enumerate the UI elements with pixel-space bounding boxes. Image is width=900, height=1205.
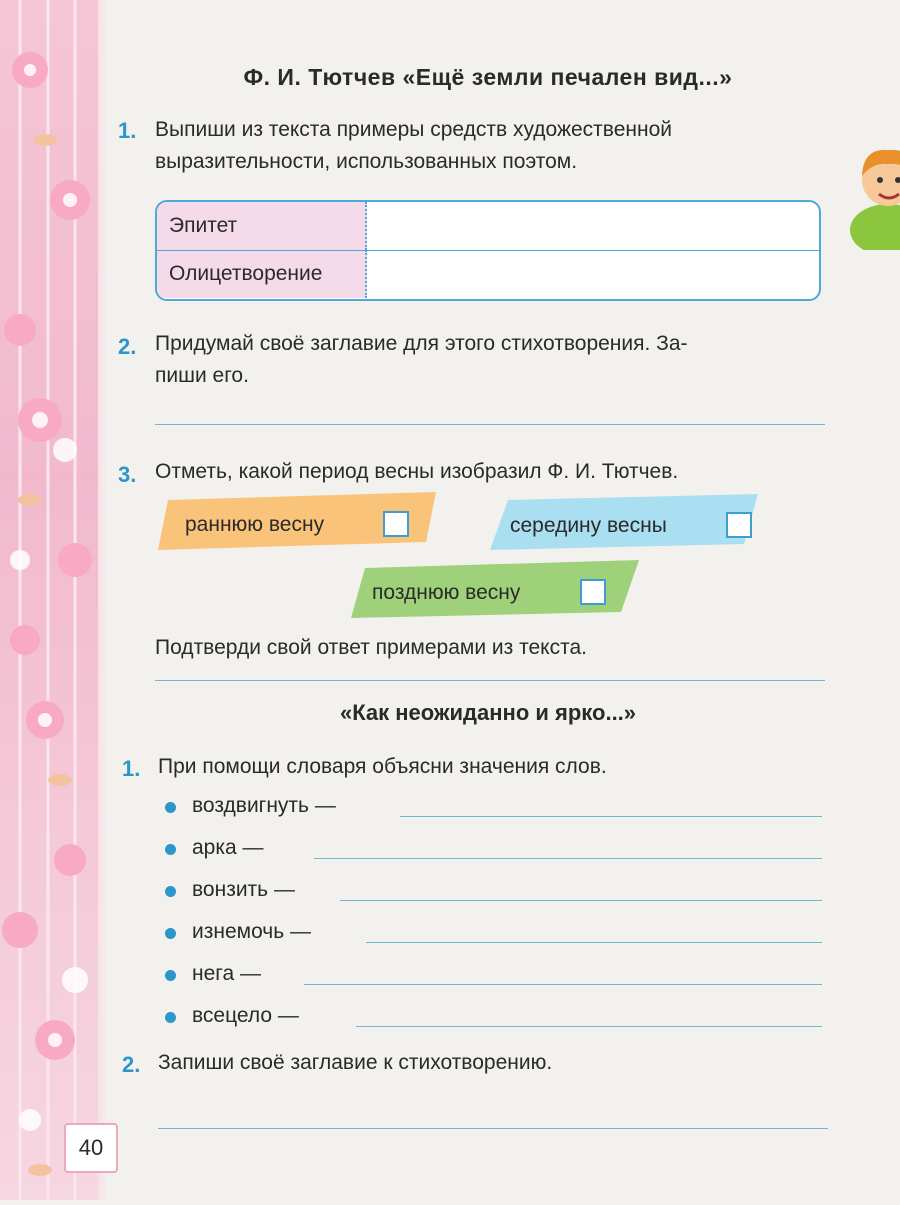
task-text: [155, 114, 825, 178]
answer-table: [155, 200, 821, 301]
page-number: 40: [64, 1123, 118, 1173]
bullet: [165, 1012, 176, 1023]
confirm-text: Подтверди свой ответ примерами из текста.: [155, 636, 587, 659]
strip-edge: [98, 0, 108, 1200]
bullet: [165, 844, 176, 855]
word-label: воздвигнуть —: [192, 794, 336, 817]
table-label-personification: Олицетворение: [157, 250, 367, 298]
answer-line[interactable]: [158, 1128, 828, 1129]
flower-decoration-icon: [0, 0, 98, 1200]
option-label: раннюю весну: [185, 513, 325, 536]
task-number: 1.: [122, 756, 141, 781]
task-number: 3.: [118, 462, 137, 487]
option-label: середину весны: [510, 514, 667, 537]
answer-line[interactable]: [356, 1026, 822, 1027]
task-number: 2.: [118, 334, 137, 359]
word-label: вонзить —: [192, 878, 295, 901]
table-label-epithet: Эпитет: [157, 202, 367, 250]
bullet: [165, 970, 176, 981]
section-title: Ф. И. Тютчев «Ещё земли печален вид...»: [243, 64, 733, 90]
option-checkbox[interactable]: [383, 511, 409, 537]
table-answer-cell[interactable]: [369, 250, 819, 298]
workbook-page: [108, 0, 900, 1200]
option-label: позднюю весну: [372, 581, 521, 604]
task-text-line: Выпиши из текста примеры средств художественной: [155, 118, 673, 141]
task-text: При помощи словаря объясни значения слов.: [158, 755, 607, 778]
answer-line[interactable]: [366, 942, 822, 943]
option-late-spring[interactable]: [350, 566, 620, 620]
section-title: «Как неожиданно и ярко...»: [339, 700, 637, 725]
task-number: 2.: [122, 1052, 141, 1077]
table-answer-cell[interactable]: [369, 202, 819, 250]
task-text: [155, 328, 825, 392]
task-text-line: пиши его.: [155, 364, 249, 387]
word-label: изнемочь —: [192, 920, 312, 943]
bullet: [165, 802, 176, 813]
answer-line[interactable]: [340, 900, 822, 901]
option-early-spring[interactable]: [163, 498, 413, 552]
task-text-line: выразительности, использованных поэтом.: [155, 150, 578, 173]
boy-illustration-icon: [843, 140, 900, 250]
bullet: [165, 886, 176, 897]
task-text: Запиши своё заглавие к стихотворению.: [158, 1051, 553, 1074]
answer-line[interactable]: [314, 858, 822, 859]
option-checkbox[interactable]: [726, 512, 752, 538]
word-label: арка —: [192, 836, 264, 859]
answer-line[interactable]: [155, 680, 825, 681]
task-number: 1.: [118, 118, 137, 143]
answer-line[interactable]: [400, 816, 822, 817]
option-mid-spring[interactable]: [488, 499, 758, 553]
task-text-line: Придумай своё заглавие для этого стихотворения. За-: [155, 332, 688, 355]
task-text: Отметь, какой период весны изобразил Ф. И. Тютчев.: [155, 460, 679, 483]
decorative-floral-strip: [0, 0, 98, 1200]
word-label: всецело —: [192, 1004, 299, 1027]
option-checkbox[interactable]: [580, 579, 606, 605]
bullet: [165, 928, 176, 939]
answer-line[interactable]: [155, 424, 825, 425]
word-label: нега —: [192, 962, 261, 985]
answer-line[interactable]: [304, 984, 822, 985]
